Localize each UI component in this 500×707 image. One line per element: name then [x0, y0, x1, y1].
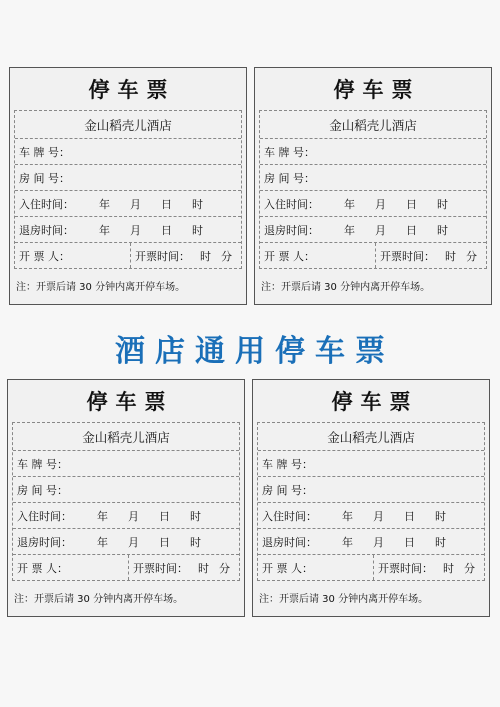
month-unit: 月: [375, 223, 386, 237]
checkin-label: 入住时间：: [19, 197, 74, 211]
issue-minute-unit: 分: [221, 249, 232, 263]
checkin-label: 入住时间：: [17, 509, 72, 523]
ticket-note: 注：开票后请 30 分钟内离开停车场。: [259, 594, 429, 605]
room-row: [13, 476, 239, 502]
ticket-title: 停车票: [88, 78, 176, 102]
plate-label: 车 牌 号：: [17, 457, 68, 471]
month-unit: 月: [130, 197, 141, 211]
issue-minute-unit: 分: [466, 249, 477, 263]
checkout-row: [260, 216, 486, 242]
issuer-label: 开 票 人：: [260, 243, 376, 268]
hotel-name: 金山稻壳儿酒店: [84, 117, 172, 133]
day-unit: 日: [159, 535, 170, 549]
issue-hour-unit: 时: [443, 561, 454, 575]
checkout-row: [15, 216, 241, 242]
plate-row: [15, 138, 241, 164]
issue-time-label: 开票时间：: [135, 249, 190, 263]
hour-unit: 时: [192, 197, 203, 211]
year-unit: 年: [99, 223, 110, 237]
parking-ticket-1: [9, 67, 247, 305]
checkout-label: 退房时间：: [262, 535, 317, 549]
room-row: [15, 164, 241, 190]
ticket-table: [259, 110, 487, 269]
issue-hour-unit: 时: [200, 249, 211, 263]
parking-ticket-4: [252, 379, 490, 617]
checkin-label: 入住时间：: [264, 197, 319, 211]
day-unit: 日: [404, 509, 415, 523]
hour-unit: 时: [190, 509, 201, 523]
ticket-table: [12, 422, 240, 581]
ticket-note: 注：开票后请 30 分钟内离开停车场。: [16, 282, 186, 293]
plate-label: 车 牌 号：: [262, 457, 313, 471]
room-label: 房 间 号：: [19, 171, 70, 185]
hotel-name: 金山稻壳儿酒店: [327, 429, 415, 445]
checkin-label: 入住时间：: [262, 509, 317, 523]
month-unit: 月: [130, 223, 141, 237]
issue-hour-unit: 时: [445, 249, 456, 263]
ticket-title: 停车票: [86, 390, 174, 414]
day-unit: 日: [406, 197, 417, 211]
issuer-row: [15, 242, 241, 268]
issuer-label: 开 票 人：: [13, 555, 129, 580]
month-unit: 月: [373, 535, 384, 549]
year-unit: 年: [342, 509, 353, 523]
issuer-row: [13, 554, 239, 580]
hour-unit: 时: [435, 535, 446, 549]
plate-label: 车 牌 号：: [264, 145, 315, 159]
ticket-table: [14, 110, 242, 269]
issuer-label: 开 票 人：: [258, 555, 374, 580]
year-unit: 年: [97, 509, 108, 523]
plate-row: [258, 450, 484, 476]
ticket-title: 停车票: [331, 390, 419, 414]
issuer-row: [258, 554, 484, 580]
checkout-label: 退房时间：: [264, 223, 319, 237]
room-label: 房 间 号：: [262, 483, 313, 497]
hour-unit: 时: [435, 509, 446, 523]
plate-row: [260, 138, 486, 164]
month-unit: 月: [373, 509, 384, 523]
hotel-name: 金山稻壳儿酒店: [82, 429, 170, 445]
month-unit: 月: [128, 509, 139, 523]
hour-unit: 时: [190, 535, 201, 549]
month-unit: 月: [128, 535, 139, 549]
ticket-note: 注：开票后请 30 分钟内离开停车场。: [261, 282, 431, 293]
checkin-row: [260, 190, 486, 216]
issuer-label: 开 票 人：: [15, 243, 131, 268]
day-unit: 日: [161, 197, 172, 211]
checkin-row: [15, 190, 241, 216]
checkout-row: [258, 528, 484, 554]
checkin-row: [13, 502, 239, 528]
issue-time-label: 开票时间：: [133, 561, 188, 575]
plate-label: 车 牌 号：: [19, 145, 70, 159]
hour-unit: 时: [437, 197, 448, 211]
hotel-name: 金山稻壳儿酒店: [329, 117, 417, 133]
ticket-title: 停车票: [333, 78, 421, 102]
issuer-row: [260, 242, 486, 268]
parking-ticket-2: [254, 67, 492, 305]
banner-title: 酒店通用停车票: [115, 334, 395, 369]
room-label: 房 间 号：: [17, 483, 68, 497]
day-unit: 日: [404, 535, 415, 549]
day-unit: 日: [159, 509, 170, 523]
issue-hour-unit: 时: [198, 561, 209, 575]
room-label: 房 间 号：: [264, 171, 315, 185]
checkout-label: 退房时间：: [17, 535, 72, 549]
ticket-table: [257, 422, 485, 581]
year-unit: 年: [342, 535, 353, 549]
room-row: [260, 164, 486, 190]
day-unit: 日: [406, 223, 417, 237]
checkin-row: [258, 502, 484, 528]
issue-minute-unit: 分: [219, 561, 230, 575]
day-unit: 日: [161, 223, 172, 237]
issue-minute-unit: 分: [464, 561, 475, 575]
parking-ticket-3: [7, 379, 245, 617]
ticket-note: 注：开票后请 30 分钟内离开停车场。: [14, 594, 184, 605]
hour-unit: 时: [192, 223, 203, 237]
checkout-label: 退房时间：: [19, 223, 74, 237]
plate-row: [13, 450, 239, 476]
issue-time-label: 开票时间：: [378, 561, 433, 575]
year-unit: 年: [97, 535, 108, 549]
year-unit: 年: [99, 197, 110, 211]
issue-time-label: 开票时间：: [380, 249, 435, 263]
year-unit: 年: [344, 197, 355, 211]
year-unit: 年: [344, 223, 355, 237]
hour-unit: 时: [437, 223, 448, 237]
room-row: [258, 476, 484, 502]
month-unit: 月: [375, 197, 386, 211]
checkout-row: [13, 528, 239, 554]
